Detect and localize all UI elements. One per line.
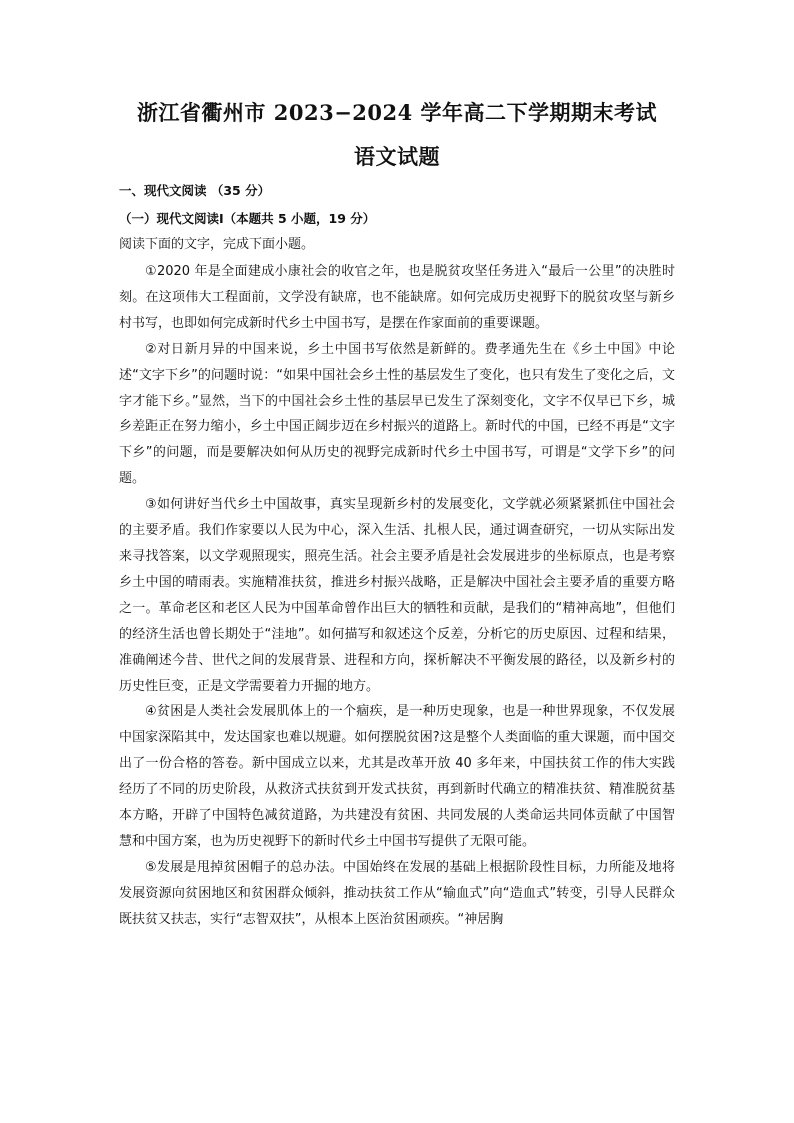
exam-title: 浙江省衢州市 2023−2024 学年高二下学期期末考试 (136, 100, 658, 125)
section-heading: 一、现代文阅读 （35 分） (119, 183, 271, 198)
passage-paragraph-4: ④贫困是人类社会发展肌体上的一个痼疾，是一种历史现象，也是一种世界现象，不仅发展中国家深陷其中，发达国家也难以规避。如何摆脱贫困?这是整个人类面临的重大课题，而中国交出了一份合格的答卷。新中国成立以来，尤其是改革开放 40 多年来，中国扶贫工作的伟大实践经历了不同的历史阶段，从救济式扶贫到开发式扶贫，再到新时代确立的精准扶贫、精准脱贫基本方略，开辟了中国特色减贫道路，为共建没有贫困、共同发展的人类命运共同体贡献了中国智慧和中国方案，也为历史视野下的新时代乡土中国书写提供了无限可能。 (119, 704, 675, 849)
reading-passage (119, 259, 675, 933)
passage-paragraph-2: ②对日新月异的中国来说，乡土中国书写依然是新鲜的。费孝通先生在《乡土中国》中论述“文字下乡”的问题时说：“如果中国社会乡土性的基层发生了变化，也只有发生了变化之后，文字才能下乡。”显然，当下的中国社会乡土性的基层早已发生了深刻变化，文字不仅早已下乡，城乡差距正在努力缩小，乡土中国正阔步迈在乡村振兴的道路上。新时代的中国，已经不再是“文字下乡”的问题，而是要解决如何从历史的视野完成新时代乡土中国书写，可谓是“文学下乡”的问题。 (119, 341, 675, 487)
reading-instruction: 阅读下面的文字，完成下面小题。 (119, 237, 315, 252)
passage-paragraph-1: ①2020 年是全面建成小康社会的收官之年，也是脱贫攻坚任务进入“最后一公里”的决胜时刻。在这项伟大工程面前，文学没有缺席，也不能缺席。如何完成历史视野下的脱贫攻坚与新乡村书写，也即如何完成新时代乡土中国书写，是摆在作家面前的重要课题。 (119, 264, 675, 331)
passage-paragraph-5: ⑤发展是甩掉贫困帽子的总办法。中国始终在发展的基础上根据阶段性目标，力所能及地将发展资源向贫困地区和贫困群众倾斜，推动扶贫工作从“输血式”向“造血式”转变，引导人民群众既扶贫又扶志，实行“志智双扶”，从根本上医治贫困顽疾。“神居胸 (119, 859, 675, 927)
passage-paragraph-3: ③如何讲好当代乡土中国故事，真实呈现新乡村的发展变化，文学就必须紧紧抓住中国社会的主要矛盾。我们作家要以人民为中心，深入生活、扎根人民，通过调查研究，一切从实际出发来寻找答案，以文学观照现实，照亮生活。社会主要矛盾是社会发展进步的坐标原点，也是考察乡土中国的晴雨表。实施精准扶贫，推进乡村振兴战略，正是解决中国社会主要矛盾的重要方略之一。革命老区和老区人民为中国革命曾作出巨大的牺牲和贡献，是我们的“精神高地”，但他们的经济生活也曾长期处于“洼地”。如何描写和叙述这个反差，分析它的历史原因、过程和结果，准确阐述今昔、世代之间的发展背景、进程和方向，探析解决不平衡发展的路径，以及新乡村的历史性巨变，正是文学需要着力开掘的地方。 (119, 497, 675, 694)
subsection-heading: （一）现代文阅读Ⅰ（本题共 5 小题，19 分） (119, 211, 376, 226)
exam-subtitle: 语文试题 (354, 144, 440, 169)
